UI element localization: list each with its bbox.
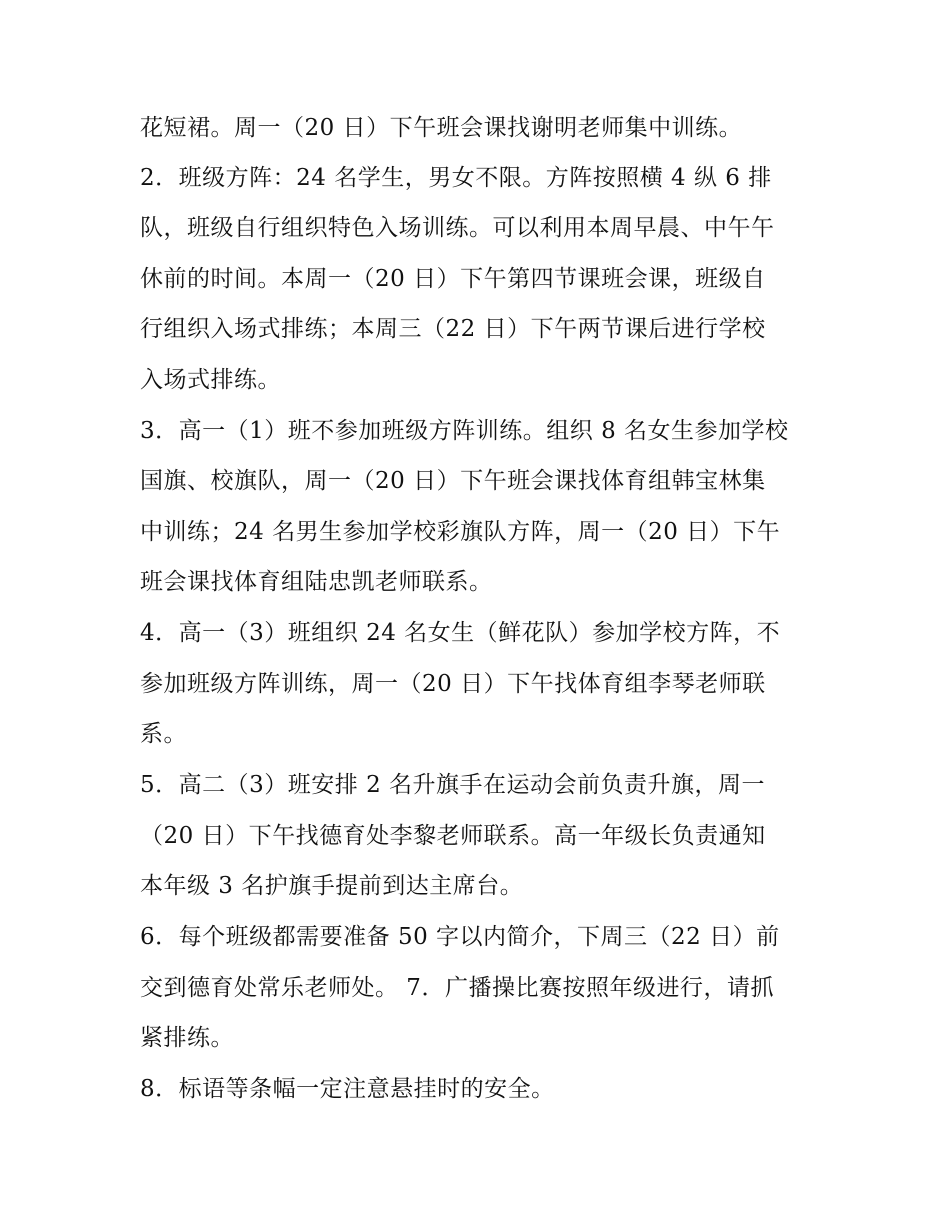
text-line: 系。 [140,721,187,747]
text-line: 紧排练。 [140,1025,234,1051]
text-line: 本年级 3 名护旗手提前到达主席台。 [140,873,524,899]
text-line: 3．高一（1）班不参加班级方阵训练。组织 8 名女生参加学校 [140,418,789,444]
text-line: 参加班级方阵训练，周一（20 日）下午找体育组李琴老师联 [140,671,766,697]
text-line: 队，班级自行组织特色入场训练。可以利用本周早晨、中午午 [140,215,775,241]
text-line: 国旗、校旗队，周一（20 日）下午班会课找体育组韩宝林集 [140,468,766,494]
text-line: 6．每个班级都需要准备 50 字以内简介，下周三（22 日）前 [140,924,780,950]
text-line: 交到德育处常乐老师处。 7．广播操比赛按照年级进行，请抓 [140,975,774,1001]
text-line: 5．高二（3）班安排 2 名升旗手在运动会前负责升旗，周一 [140,772,766,798]
text-line: 班会课找体育组陆忠凯老师联系。 [140,569,493,595]
text-line: 休前的时间。本周一（20 日）下午第四节课班会课，班级自 [140,266,766,292]
text-line: 行组织入场式排练；本周三（22 日）下午两节课后进行学校 [140,316,766,342]
text-line: 入场式排练。 [140,367,281,393]
text-line: 8．标语等条幅一定注意悬挂时的安全。 [140,1076,555,1102]
text-line: 花短裙。周一（20 日）下午班会课找谢明老师集中训练。 [140,115,743,141]
text-line: 2．班级方阵：24 名学生，男女不限。方阵按照横 4 纵 6 排 [140,165,772,191]
text-line: 4．高一（3）班组织 24 名女生（鲜花队）参加学校方阵，不 [140,620,781,646]
text-line: （20 日）下午找德育处李黎老师联系。高一年级长负责通知 [140,823,766,849]
text-line: 中训练；24 名男生参加学校彩旗队方阵，周一（20 日）下午 [140,519,781,545]
